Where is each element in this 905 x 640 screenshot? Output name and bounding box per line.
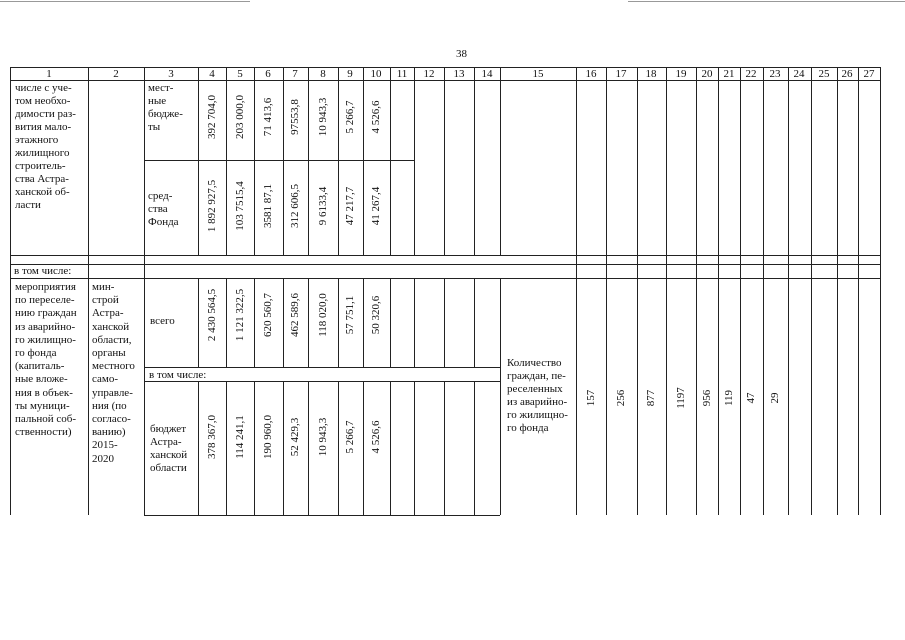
col-border bbox=[414, 381, 415, 515]
col-header: 25 bbox=[818, 68, 830, 80]
col-header: 6 bbox=[265, 68, 271, 80]
amount-cell: 620 560,7 bbox=[262, 293, 274, 337]
col-header: 19 bbox=[675, 68, 687, 80]
row-separator bbox=[144, 160, 414, 161]
col-border bbox=[740, 67, 741, 515]
header-bottom-border bbox=[10, 80, 881, 81]
col-header: 22 bbox=[745, 68, 757, 80]
col-header: 24 bbox=[793, 68, 805, 80]
col-header: 4 bbox=[209, 68, 215, 80]
row-separator bbox=[10, 255, 881, 256]
amount-cell: 312 606,5 bbox=[289, 184, 301, 228]
indicator-value: 47 bbox=[745, 392, 757, 404]
col-header: 12 bbox=[423, 68, 435, 80]
col-border bbox=[283, 278, 284, 367]
col-header: 9 bbox=[347, 68, 353, 80]
col-border bbox=[144, 67, 145, 515]
col-header: 7 bbox=[292, 68, 298, 80]
row-separator bbox=[144, 515, 500, 516]
row-description: числе с уче- том необхо- димости раз- вития мало- этажного жилищного строитель- ства Астра- ханской об- ласти bbox=[15, 82, 76, 211]
col-border bbox=[637, 67, 638, 515]
col-border bbox=[414, 67, 415, 255]
col-border bbox=[363, 381, 364, 515]
col-border bbox=[308, 67, 309, 255]
col-header: 23 bbox=[769, 68, 781, 80]
row-separator bbox=[10, 278, 881, 279]
col-header: 10 bbox=[370, 68, 382, 80]
amount-cell: 2 430 564,5 bbox=[206, 288, 218, 342]
col-border bbox=[198, 278, 199, 367]
indicator-value: 29 bbox=[769, 392, 781, 404]
amount-cell: 118 020,0 bbox=[317, 293, 329, 337]
amount-cell: 41 267,4 bbox=[370, 186, 382, 226]
scan-edge-line bbox=[0, 1, 250, 2]
col-header: 18 bbox=[645, 68, 657, 80]
col-border bbox=[390, 381, 391, 515]
col-border bbox=[283, 67, 284, 255]
scan-edge-line bbox=[628, 1, 905, 2]
amount-cell: 203 000,0 bbox=[234, 95, 246, 139]
amount-cell: 5 266,7 bbox=[344, 100, 356, 134]
col-header: 5 bbox=[237, 68, 243, 80]
col-border bbox=[763, 67, 764, 515]
col-header: 8 bbox=[320, 68, 326, 80]
col-border bbox=[308, 278, 309, 367]
col-header: 27 bbox=[863, 68, 875, 80]
amount-cell: 392 704,0 bbox=[206, 95, 218, 139]
amount-cell: 10 943,3 bbox=[317, 417, 329, 457]
col-border bbox=[254, 67, 255, 255]
col-border bbox=[390, 278, 391, 367]
measure-description: мероприятия по переселе- нию граждан из аварийно- го жилищно- го фонда (капиталь- ные вложе- ния в объек- ты муници- пальной соб- ственности) bbox=[15, 281, 77, 439]
col-header: 3 bbox=[168, 68, 174, 80]
amount-cell: 50 320,6 bbox=[370, 295, 382, 335]
col-border bbox=[606, 67, 607, 515]
col-border bbox=[254, 381, 255, 515]
total-label: всего bbox=[150, 315, 175, 327]
col-header: 17 bbox=[615, 68, 627, 80]
amount-cell: 4 526,6 bbox=[370, 100, 382, 134]
amount-cell: 52 429,3 bbox=[289, 417, 301, 457]
col-border bbox=[474, 278, 475, 367]
col-border bbox=[576, 67, 577, 515]
col-border bbox=[254, 278, 255, 367]
col-border bbox=[444, 67, 445, 255]
col-border bbox=[338, 67, 339, 255]
col-header: 26 bbox=[841, 68, 853, 80]
col-border bbox=[198, 67, 199, 255]
indicator-value: 157 bbox=[585, 389, 597, 407]
col-border bbox=[88, 67, 89, 515]
col-header: 20 bbox=[701, 68, 713, 80]
indicator-value: 119 bbox=[723, 389, 735, 407]
page-number: 38 bbox=[456, 48, 467, 60]
col-border bbox=[226, 381, 227, 515]
amount-cell: 462 589,6 bbox=[289, 293, 301, 337]
col-border bbox=[198, 381, 199, 515]
col-header: 14 bbox=[481, 68, 493, 80]
col-border bbox=[696, 67, 697, 515]
col-border bbox=[811, 67, 812, 515]
col-border bbox=[226, 278, 227, 367]
amount-cell: 1 892 927,5 bbox=[206, 179, 218, 233]
col-header: 2 bbox=[113, 68, 119, 80]
funding-source-label: мест- ные бюдже- ты bbox=[148, 82, 183, 133]
col-border bbox=[500, 278, 501, 515]
col-border bbox=[837, 67, 838, 515]
amount-cell: 190 960,0 bbox=[262, 415, 274, 459]
amount-cell: 378 367,0 bbox=[206, 415, 218, 459]
col-border bbox=[444, 278, 445, 367]
responsible-executor: мин- строй Астра- ханской области, органы местного само- управле- ния (по согласо- ванию) 2015- 2020 bbox=[92, 281, 135, 465]
col-border bbox=[363, 67, 364, 255]
col-border bbox=[718, 67, 719, 515]
indicator-name: Количество граждан, пе- реселенных из аварийно- го жилищно- го фонда bbox=[507, 357, 568, 434]
col-border bbox=[414, 278, 415, 367]
amount-cell: 5 266,7 bbox=[344, 420, 356, 454]
amount-cell: 3581 87,1 bbox=[262, 184, 274, 228]
indicator-value: 956 bbox=[701, 389, 713, 407]
amount-cell: 114 241,1 bbox=[234, 415, 246, 459]
funding-source-label: бюджет Астра- ханской области bbox=[150, 423, 188, 474]
col-border bbox=[500, 67, 501, 255]
col-header: 11 bbox=[396, 68, 408, 80]
col-border bbox=[308, 381, 309, 515]
col-border bbox=[666, 67, 667, 515]
col-header: 21 bbox=[723, 68, 735, 80]
col-header: 15 bbox=[532, 68, 544, 80]
amount-cell: 1 121 322,5 bbox=[234, 288, 246, 342]
col-border bbox=[226, 67, 227, 255]
col-header: 13 bbox=[453, 68, 465, 80]
amount-cell: 10 943,3 bbox=[317, 97, 329, 137]
subtotal-label: в том числе: bbox=[149, 369, 207, 381]
indicator-value: 1197 bbox=[675, 387, 687, 409]
amount-cell: 47 217,7 bbox=[344, 186, 356, 226]
col-header: 1 bbox=[46, 68, 52, 80]
col-border bbox=[858, 67, 859, 515]
col-border bbox=[283, 381, 284, 515]
col-border bbox=[363, 278, 364, 367]
amount-cell: 9 6133,4 bbox=[317, 186, 329, 226]
col-border bbox=[474, 381, 475, 515]
col-border bbox=[444, 381, 445, 515]
amount-cell: 103 7515,4 bbox=[234, 181, 246, 231]
col-border bbox=[474, 67, 475, 255]
col-border bbox=[338, 278, 339, 367]
row-separator bbox=[10, 264, 881, 265]
indicator-value: 256 bbox=[615, 389, 627, 407]
row-separator bbox=[144, 367, 500, 368]
col-header: 16 bbox=[585, 68, 597, 80]
indicator-value: 877 bbox=[645, 389, 657, 407]
subtotal-label: в том числе: bbox=[14, 265, 72, 277]
col-border bbox=[10, 67, 11, 515]
amount-cell: 97553,8 bbox=[289, 99, 301, 135]
funding-source-label: сред- ства Фонда bbox=[148, 190, 179, 228]
col-border bbox=[880, 67, 881, 515]
amount-cell: 4 526,6 bbox=[370, 420, 382, 454]
amount-cell: 57 751,1 bbox=[344, 295, 356, 335]
col-border bbox=[390, 67, 391, 255]
col-border bbox=[788, 67, 789, 515]
amount-cell: 71 413,6 bbox=[262, 97, 274, 137]
col-border bbox=[338, 381, 339, 515]
